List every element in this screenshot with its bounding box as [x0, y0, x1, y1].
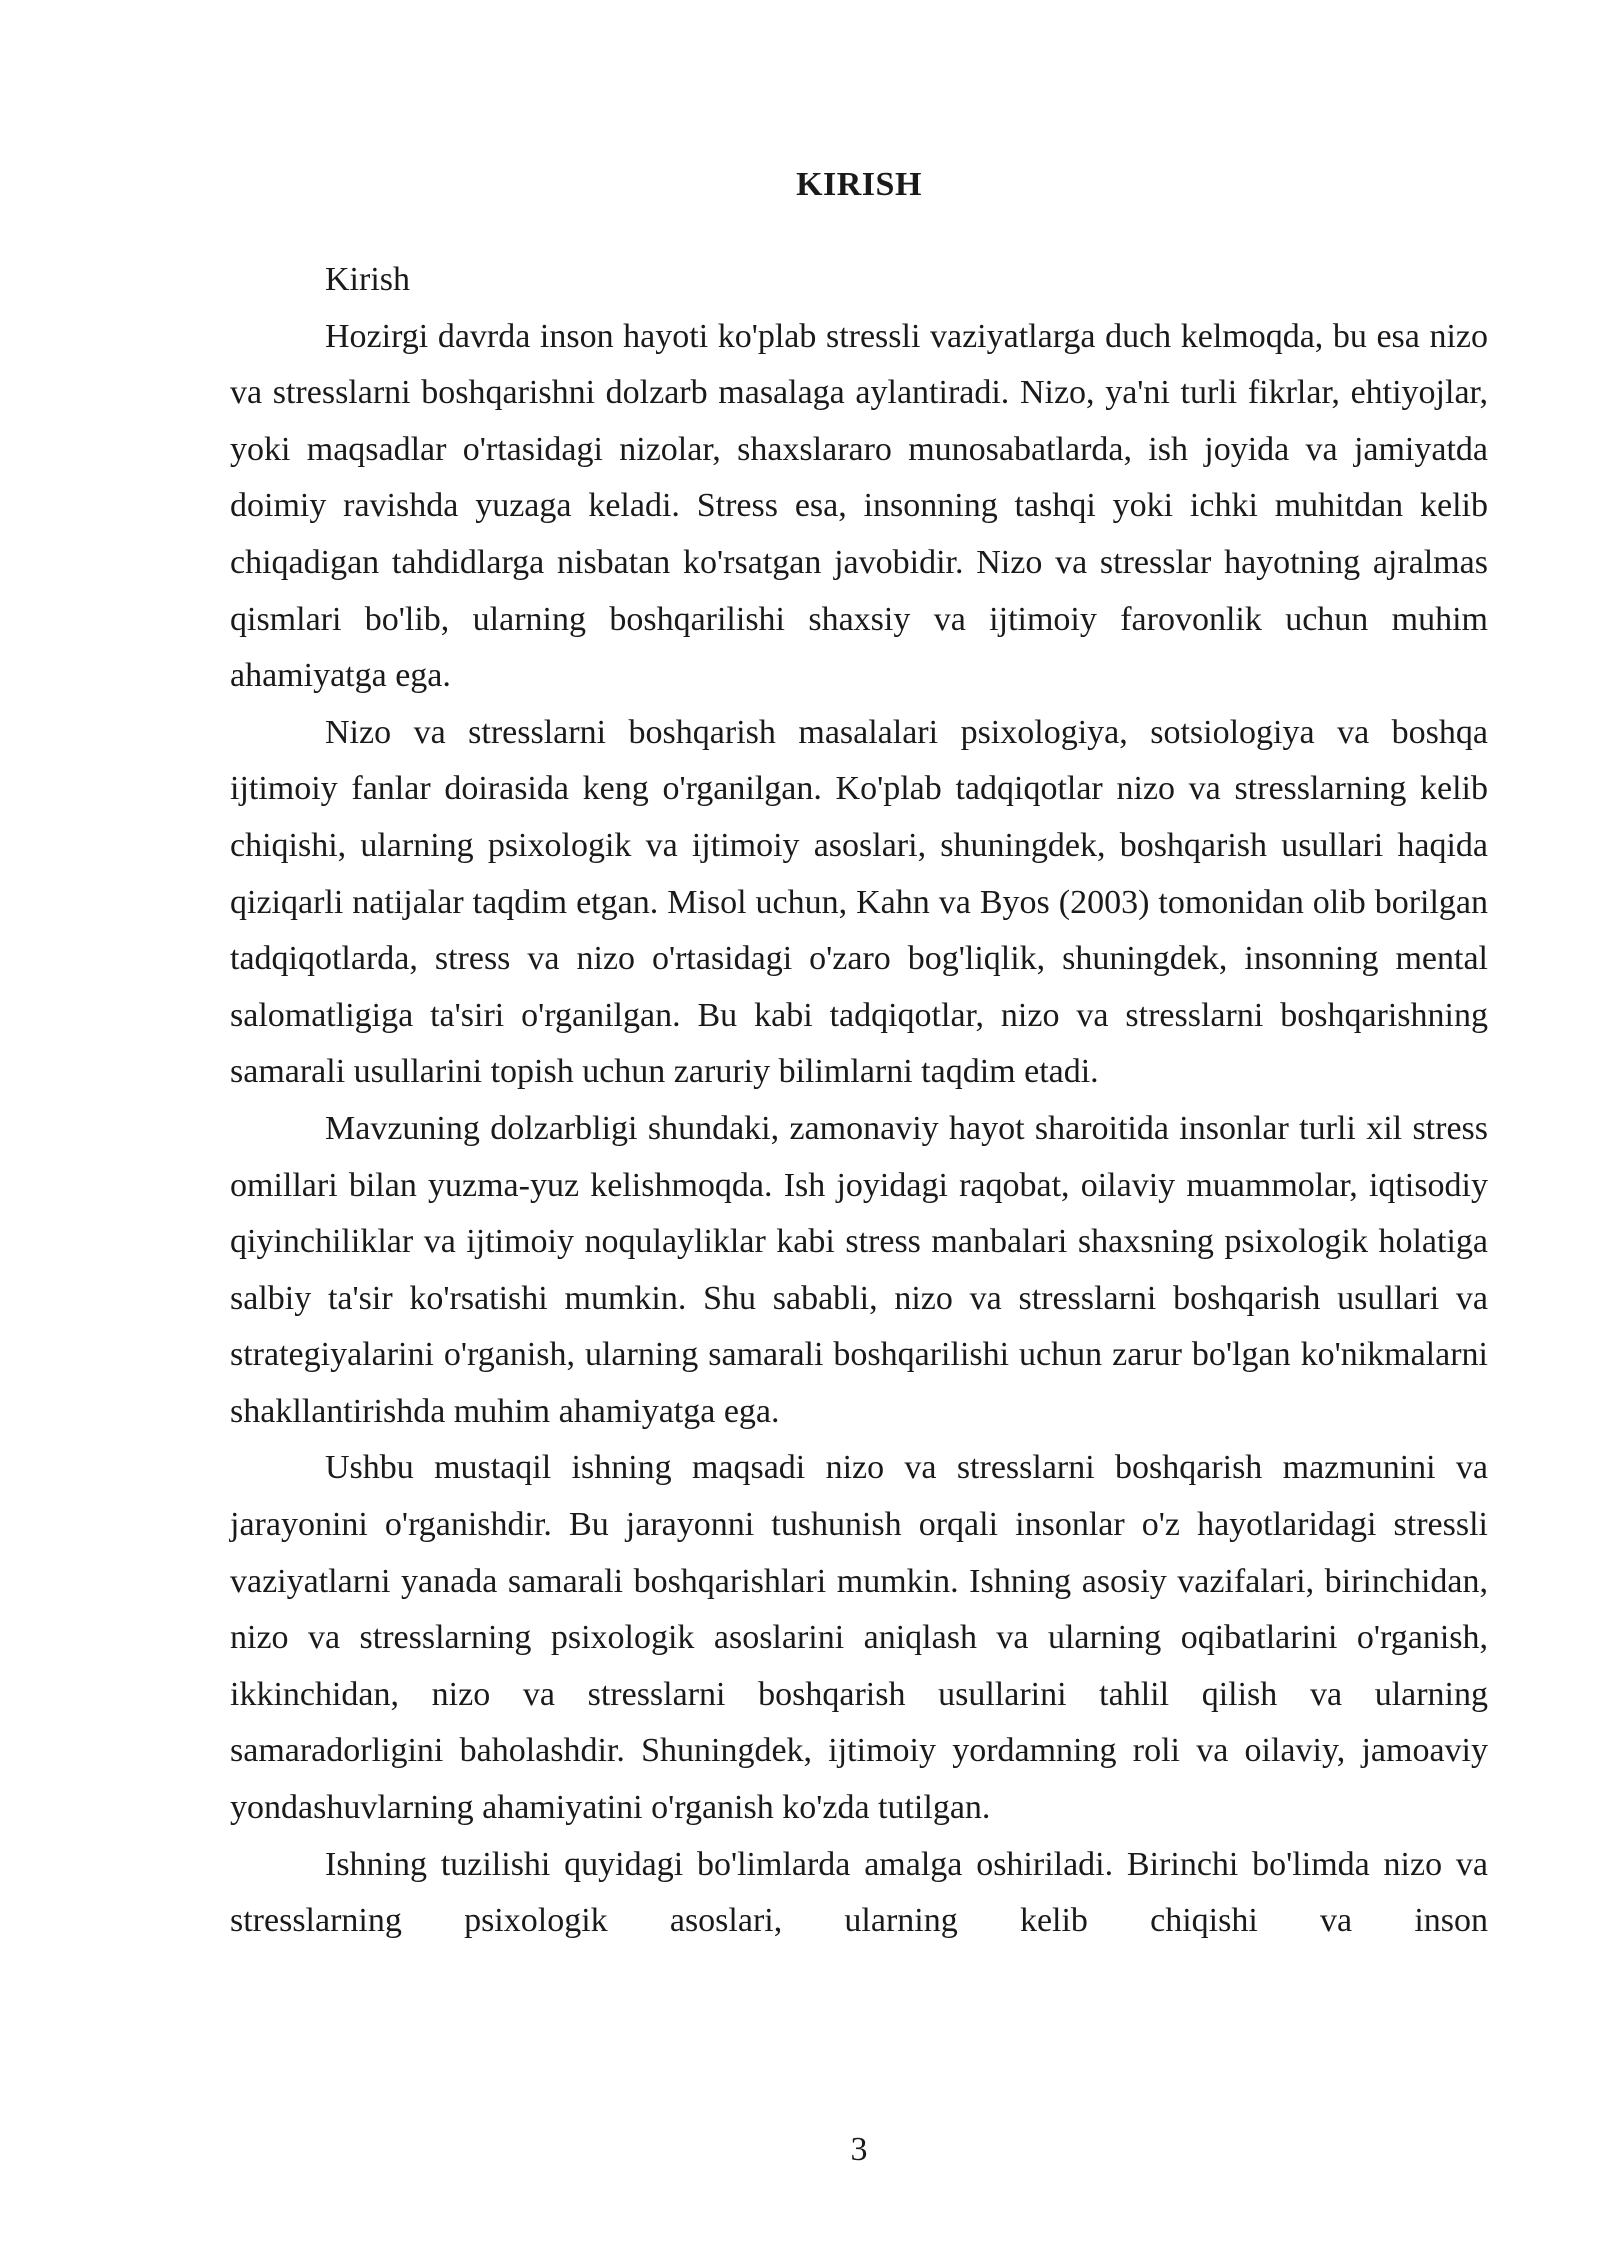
- page-number: 3: [850, 2131, 868, 2168]
- paragraph: Ushbu mustaqil ishning maqsadi nizo va stresslarni boshqarish mazmunini va jarayonini o'rganishdir. Bu jarayonni tushunish orqali insonlar o'z hayotlaridagi stressli vaziyatlarni yanada samarali boshqarishlari mumkin. Ishning asosiy vazifalari, birinchidan, nizo va stresslarning psixologik asoslarini aniqlash va ularning oqibatlarini o'rganish, ikkinchidan, nizo va stresslarni boshqarish usullarini tahlil qilish va ularning samaradorligini baholashdir. Shuningdek, ijtimoiy yordamning roli va oilaviy, jamoaviy yondashuvlarning ahamiyatini o'rganish ko'zda tutilgan.: [230, 1449, 1488, 1827]
- body-text: [230, 252, 1488, 1950]
- page-title: KIRISH: [796, 166, 922, 203]
- paragraph-intro-label: Kirish: [325, 261, 410, 298]
- paragraph-continued: Ishning tuzilishi quyidagi bo'limlarda amalga oshiriladi. Birinchi bo'limda nizo va stresslarning psixologik asoslari, ularning kelib chiqishi va inson: [230, 1845, 1488, 1940]
- paragraph: Mavzuning dolzarbligi shundaki, zamonaviy hayot sharoitida insonlar turli xil stress omillari bilan yuzma-yuz kelishmoqda. Ish joyidagi raqobat, oilaviy muammolar, iqtisodiy qiyinchiliklar va ijtimoiy noqulayliklar kabi stress manbalari shaxsning psixologik holatiga salbiy ta'sir ko'rsatishi mumkin. Shu sababli, nizo va stresslarni boshqarish usullari va strategiyalarini o'rganish, ularning samarali boshqarilishi uchun zarur bo'lgan ko'nikmalarni shakllantirishda muhim ahamiyatga ega.: [230, 1109, 1488, 1430]
- paragraph: Nizo va stresslarni boshqarish masalalari psixologiya, sotsiologiya va boshqa ijtimoiy fanlar doirasida keng o'rganilgan. Ko'plab tadqiqotlar nizo va stresslarning kelib chiqishi, ularning psixologik va ijtimoiy asoslari, shuningdek, boshqarish usullari haqida qiziqarli natijalar taqdim etgan. Misol uchun, Kahn va Byos (2003) tomonidan olib borilgan tadqiqotlarda, stress va nizo o'rtasidagi o'zaro bog'liqlik, shuningdek, insonning mental salomatligiga ta'siri o'rganilgan. Bu kabi tadqiqotlar, nizo va stresslarni boshqarishning samarali usullarini topish uchun zaruriy bilimlarni taqdim etadi.: [230, 713, 1488, 1091]
- paragraph: Hozirgi davrda inson hayoti ko'plab stressli vaziyatlarga duch kelmoqda, bu esa nizo va stresslarni boshqarishni dolzarb masalaga aylantiradi. Nizo, ya'ni turli fikrlar, ehtiyojlar, yoki maqsadlar o'rtasidagi nizolar, shaxslararo munosabatlarda, ish joyida va jamiyatda doimiy ravishda yuzaga keladi. Stress esa, insonning tashqi yoki ichki muhitdan kelib chiqadigan tahdidlarga nisbatan ko'rsatgan javobidir. Nizo va stresslar hayotning ajralmas qismlari bo'lib, ularning boshqarilishi shaxsiy va ijtimoiy farovonlik uchun muhim ahamiyatga ega.: [230, 317, 1488, 695]
